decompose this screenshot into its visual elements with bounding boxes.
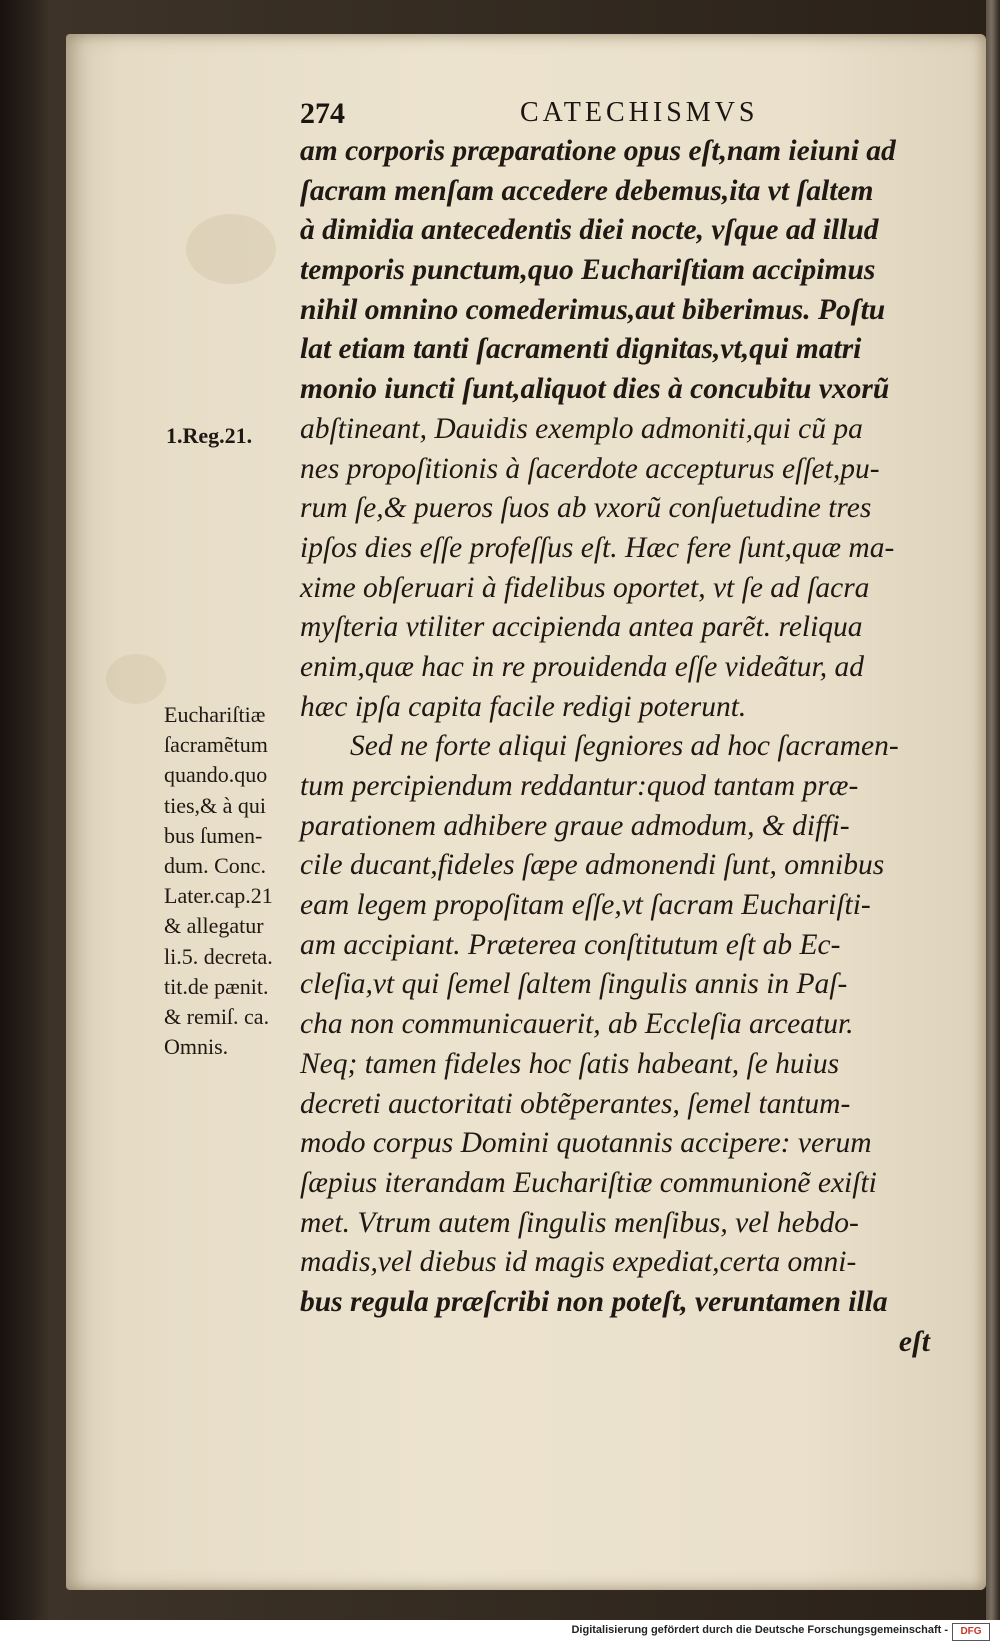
text-line: parationem adhibere graue admodum, & diffi- (300, 809, 850, 842)
margin-note-line: quando.quo (164, 762, 268, 788)
text-line: decreti auctoritati obtẽperantes, ſemel tantum- (300, 1087, 851, 1120)
text-line: ſæpius iterandam Euchariſtiæ communionẽ exiſti (300, 1166, 877, 1199)
text-line: myſteria vtiliter accipienda antea parẽt. reliqua (300, 611, 863, 644)
text-line: nes propoſitionis à ſacerdote accepturus eſſet,pu- (300, 452, 880, 485)
margin-note-line: & allegatur (164, 913, 264, 939)
text-line: am corporis præparatione opus eſt,nam ieiuni ad (300, 135, 896, 167)
text-line: eam legem propoſitam eſſe,vt ſacram Euchariſti- (300, 889, 871, 922)
paper-stain (106, 654, 166, 704)
body-text (300, 132, 940, 1362)
text-line: cha non communicauerit, ab Eccleſia arceatur. (300, 1008, 854, 1041)
footer-bar (0, 1620, 1000, 1645)
paper-stain (186, 214, 276, 284)
margin-note-line: bus ſumen- (164, 822, 263, 848)
text-line: Sed ne forte aliqui ſegniores ad hoc ſacramen- (350, 730, 899, 763)
text-line: madis,vel diebus id magis expediat,certa omni- (300, 1246, 857, 1279)
page-header (300, 97, 800, 133)
dfg-logo: DFG (952, 1623, 990, 1641)
text-line: bus regula præſcribi non poteſt, veruntamen illa (300, 1285, 888, 1318)
text-line: abſtineant, Dauidis exemplo admoniti,qui cũ pa (300, 412, 863, 445)
margin-note-line: ſacramẽtum (164, 732, 268, 758)
text-line: tum percipiendum reddantur:quod tantam præ- (300, 770, 859, 802)
text-line: temporis punctum,quo Euchariſtiam accipimus (300, 254, 876, 287)
text-line: enim,quæ hac in re prouidenda eſſe videãtur, ad (300, 650, 864, 683)
text-line: am accipiant. Præterea conſtitutum eſt ab Ec- (300, 928, 841, 961)
text-line: ipſos dies eſſe profeſſus eſt. Hæc fere ſunt,quæ ma- (300, 531, 895, 564)
text-line: hæc ipſa capita facile redigi poterunt. (300, 690, 747, 723)
margin-note-line: Euchariſtiæ (164, 702, 266, 727)
margin-note-line: Omnis. (164, 1034, 229, 1060)
text-line: ſacram menſam accedere debemus,ita vt ſaltem (300, 174, 874, 207)
text-line: monio iuncti ſunt,aliquot dies à concubitu vxorũ (300, 373, 890, 406)
margin-note-line: tit.de pænit. (164, 973, 269, 999)
text-line: cleſia,vt qui ſemel ſaltem ſingulis annis in Paſ- (300, 968, 848, 1001)
book-edge (986, 0, 1000, 1620)
text-line: xime obſeruari à fidelibus oportet, vt ſe ad ſacra (300, 571, 870, 604)
footer-credit: Digitalisierung gefördert durch die Deutsche Forschungsgemeinschaft - (571, 1624, 948, 1636)
catchword: eſt (898, 1325, 930, 1358)
running-head: CATECHISMVS (520, 97, 759, 128)
text-line: nihil omnino comederimus,aut biberimus. Poſtu (300, 293, 886, 326)
margin-note-line: Later.cap.21 (164, 883, 273, 909)
text-line: lat etiam tanti ſacramenti dignitas,vt,qui matri (300, 333, 862, 366)
text-line: met. Vtrum autem ſingulis menſibus, vel hebdo- (300, 1206, 859, 1239)
page-number: 274 (300, 97, 345, 130)
text-line: cile ducant,fideles ſæpe admonendi ſunt, omnibus (300, 849, 885, 882)
text-line: modo corpus Domini quotannis accipere: verum (300, 1127, 872, 1160)
text-line: rum ſe,& pueros ſuos ab vxorũ conſuetudine tres (300, 492, 872, 525)
text-line: Neq; tamen fideles hoc ſatis habeant, ſe huius (300, 1047, 840, 1080)
text-line: à dimidia antecedentis diei nocte, vſque ad illud (300, 214, 879, 247)
margin-note (164, 700, 304, 1062)
margin-note-line: ties,& à qui (164, 792, 267, 818)
margin-note-line: li.5. decreta. (164, 943, 273, 969)
margin-note-line: & remiſ. ca. (164, 1004, 270, 1030)
margin-note-line: dum. Conc. (164, 853, 267, 879)
margin-reference: 1.Reg.21. (166, 423, 253, 448)
